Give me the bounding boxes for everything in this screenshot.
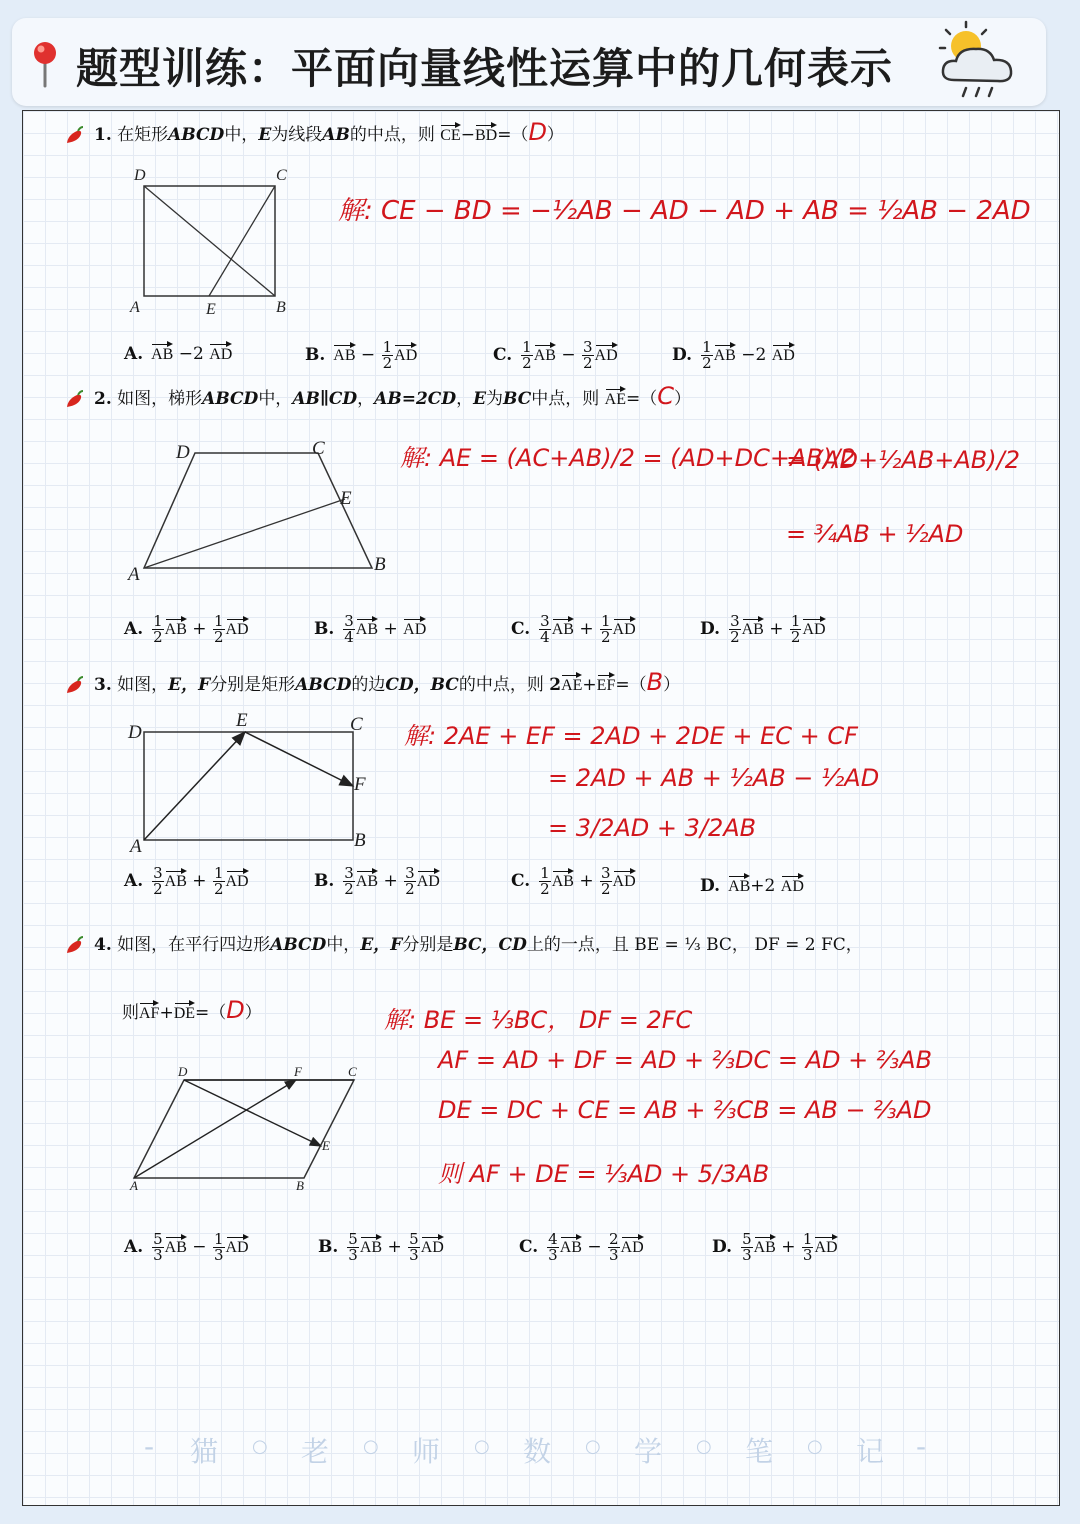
map-pin-icon [30,40,60,88]
solution-2-line-2: = (AD+½AB+AB)/2 [786,446,1020,474]
solution-3-line-1: 解: 2AE + EF = 2AD + 2DE + EC + CF [404,722,858,750]
option-2b: B. $\frac{3}{4}$ AB + AD [314,612,427,646]
vector-ae: AE [561,671,582,695]
vector-ef: EF [597,671,616,695]
watermark-char: 猫 [190,1435,219,1468]
svg-text:B: B [296,1178,304,1193]
vector-ae: AE [605,385,626,409]
option-4a: A. $\frac{5}{3}$ AB − $\frac{1}{3}$ AD [124,1230,249,1264]
svg-text:D: D [176,442,190,463]
svg-text:C: C [350,714,363,735]
question-1-stem: 1. 在矩形ABCD中，E为线段AB的中点，则 CE−BD=（D） [64,118,564,147]
option-4b: B. $\frac{5}{3}$ AB + $\frac{5}{3}$ AD [318,1230,444,1264]
watermark-char: 数 [523,1435,552,1468]
svg-text:A: A [130,1178,138,1193]
watermark-char: ○ [474,1436,490,1457]
chili-pepper-icon [64,389,86,411]
handwritten-answer: C [657,382,674,410]
solution-4-line-1: 解: BE = ⅓BC， DF = 2FC [384,1006,693,1034]
solution-4-line-4: 则 AF + DE = ⅓AD + 5/3AB [438,1160,770,1188]
option-3a: A. $\frac{3}{2}$ AB + $\frac{1}{2}$ AD [124,864,249,898]
question-2-stem: 2. 如图，梯形ABCD中，AB∥CD，AB=2CD，E为BC中点，则 AE=（C） [64,382,691,411]
solution-1: 解: CE − BD = −½AB − AD − AD + AB = ½AB − 2AD [338,196,1031,226]
option-2c: C. $\frac{3}{4}$ AB + $\frac{1}{2}$ AD [511,612,636,646]
question-3-stem: 3. 如图，E，F分别是矩形ABCD的边CD，BC的中点，则 2AE+EF=（B） [64,668,680,697]
watermark-char: 师 [412,1435,441,1468]
svg-text:A: A [130,299,140,316]
svg-text:C: C [348,1064,357,1079]
solution-3-line-2: = 2AD + AB + ½AB − ½AD [548,764,880,792]
solution-4-line-2: AF = AD + DF = AD + ⅔DC = AD + ⅔AB [438,1046,933,1074]
handwritten-answer: D [226,996,245,1024]
svg-text:A: A [128,564,140,585]
vector-ce: CE [440,121,460,145]
svg-text:D: D [178,1064,188,1079]
svg-text:B: B [374,554,386,575]
page-title: 题型训练：平面向量线性运算中的几何表示 [76,44,894,93]
question-4-stem: 4. 如图，在平行四边形ABCD中，E，F分别是BC，CD上的一点，且 BE = ⅓ BC， DF = 2 FC， [64,930,863,957]
watermark-char: 学 [634,1435,663,1468]
option-4d: D. $\frac{5}{3}$ AB + $\frac{1}{3}$ AD [712,1230,838,1264]
option-2d: D. $\frac{3}{2}$ AB + $\frac{1}{2}$ AD [700,612,826,646]
chili-pepper-icon [64,935,86,957]
solution-2-line-3: = ¾AB + ½AD [786,520,964,548]
question-4-stem-line-2: 则AF+DE=（D） [122,996,262,1024]
watermark-char: ○ [252,1436,268,1457]
svg-text:B: B [276,299,286,316]
option-3d: D. AB+2 AD [700,872,804,896]
sun-cloud-rain-icon [924,18,1024,104]
handwritten-answer: D [528,118,547,146]
chili-pepper-icon [64,675,86,697]
svg-text:E: E [340,488,352,509]
watermark-char: - [916,1430,927,1463]
rectangle-figure [124,164,304,324]
svg-text:F: F [354,774,366,795]
option-1c: C. $\frac{1}{2}$ AB − $\frac{3}{2}$ AD [493,338,618,372]
option-3c: C. $\frac{1}{2}$ AB + $\frac{3}{2}$ AD [511,864,636,898]
watermark-char: ○ [585,1436,601,1457]
watermark-char: - [144,1430,155,1463]
handwritten-answer: B [646,668,664,696]
title-bar [12,18,1046,106]
solution-3-line-3: = 3/2AD + 3/2AB [548,814,757,842]
svg-text:C: C [276,167,287,184]
svg-text:D: D [128,722,142,743]
watermark-char: 笔 [745,1435,774,1468]
solution-4-line-3: DE = DC + CE = AB + ⅔CB = AB − ⅔AD [438,1096,932,1124]
parallelogram-figure [124,1060,374,1200]
option-1b: B. AB − $\frac{1}{2}$ AD [305,338,418,372]
trapezoid-figure [120,436,400,586]
svg-text:E: E [236,710,248,731]
svg-text:E: E [322,1138,330,1153]
vector-bd: BD [475,121,497,145]
svg-text:C: C [312,438,325,459]
solution-2-line-1: 解: AE = (AC+AB)/2 = (AD+DC+AB)/2 [400,444,856,472]
svg-text:F: F [294,1064,302,1079]
watermark-char: ○ [807,1436,823,1457]
watermark-char: 记 [856,1435,885,1468]
option-3b: B. $\frac{3}{2}$ AB + $\frac{3}{2}$ AD [314,864,440,898]
option-2a: A. $\frac{1}{2}$ AB + $\frac{1}{2}$ AD [124,612,249,646]
option-4c: C. $\frac{4}{3}$ AB − $\frac{2}{3}$ AD [519,1230,644,1264]
watermark-char: ○ [696,1436,712,1457]
svg-text:B: B [354,830,366,851]
svg-text:E: E [206,301,216,318]
svg-text:A: A [130,836,142,855]
option-1a: A. AB −2 AD [124,340,232,364]
rectangle-arrow-figure [124,710,374,855]
watermark-char: 老 [301,1435,330,1468]
watermark-char: ○ [363,1436,379,1457]
option-1d: D. $\frac{1}{2}$ AB −2 AD [672,338,795,372]
chili-pepper-icon [64,125,86,147]
svg-text:D: D [134,167,146,184]
vector-af: AF [139,999,159,1023]
vector-de: DE [174,999,195,1023]
